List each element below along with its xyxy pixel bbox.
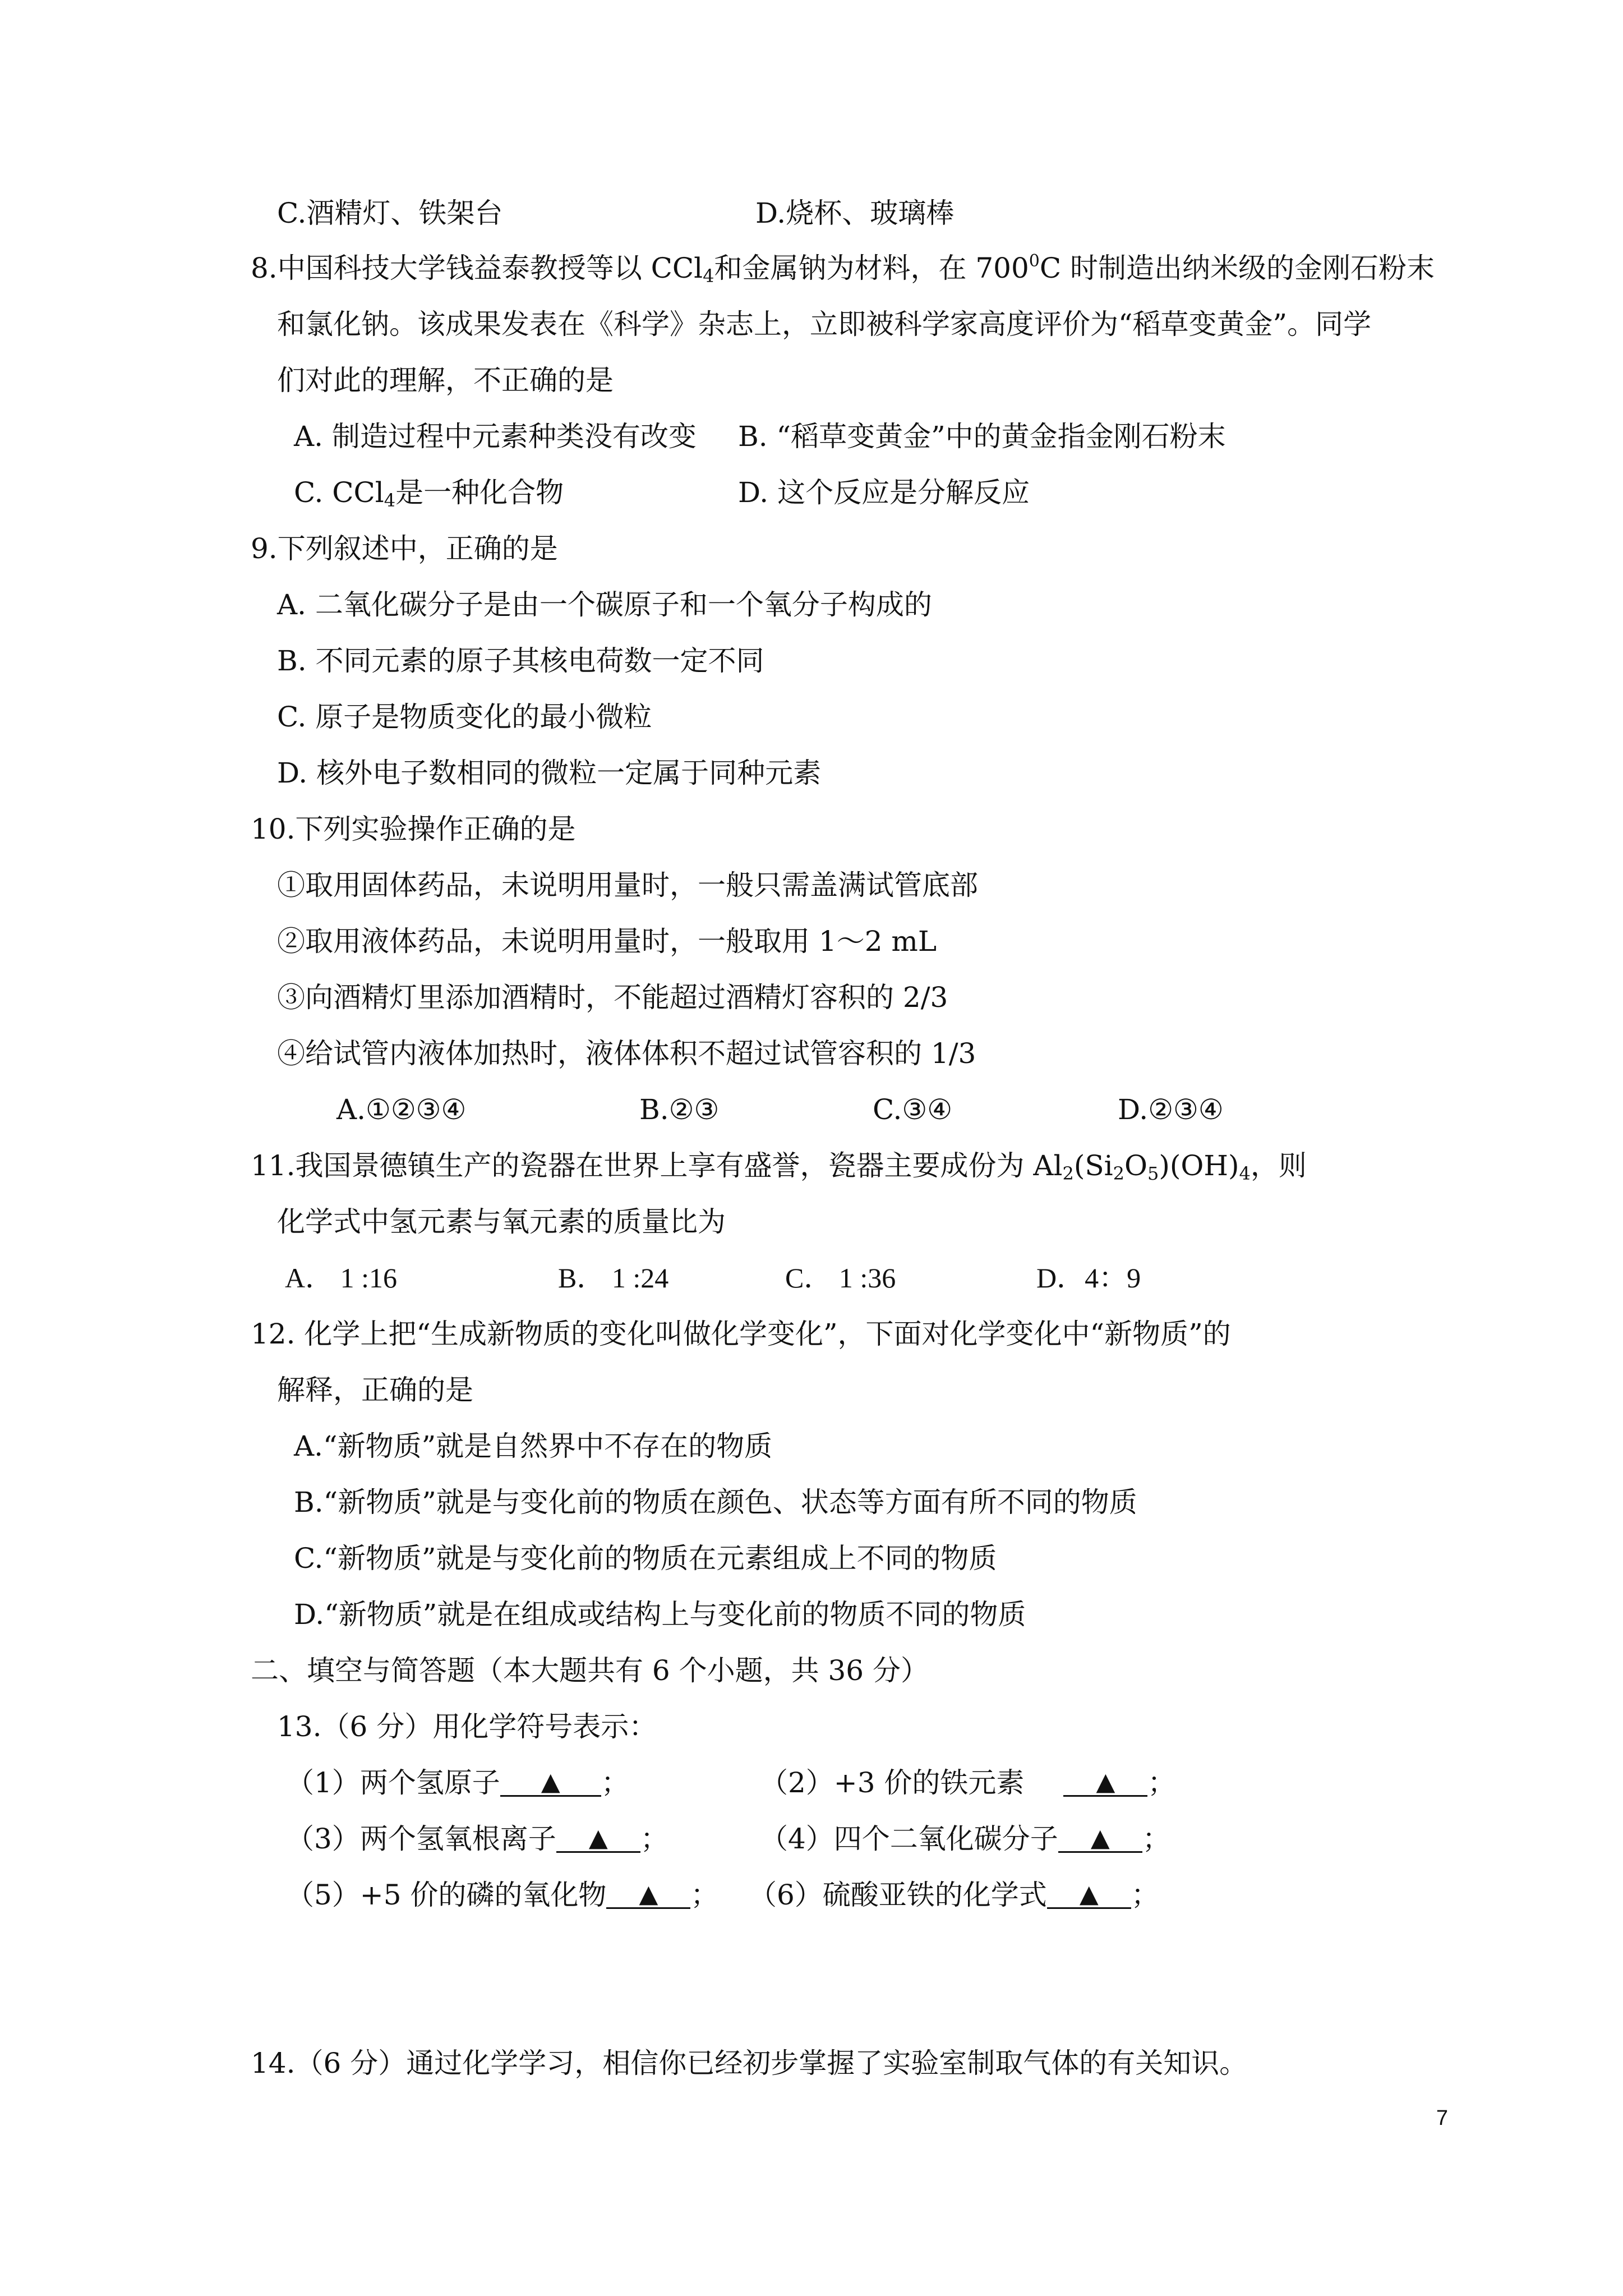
- q12-option-d: D.“新物质”就是在组成或结构上与变化前的物质不同的物质: [294, 1598, 1026, 1631]
- q13-stem: 13.（6 分）用化学符号表示：: [277, 1710, 657, 1743]
- q9-stem: 9.下列叙述中，正确的是: [251, 532, 558, 565]
- answer-blank[interactable]: ▲: [606, 1881, 690, 1909]
- answer-blank[interactable]: ▲: [1063, 1769, 1147, 1797]
- q7-option-d: D.烧杯、玻璃棒: [755, 197, 955, 229]
- q10-option-a: A.①②③④: [336, 1093, 467, 1126]
- q12-stem-line1: 12. 化学上把“生成新物质的变化叫做化学变化”，下面对化学变化中“新物质”的: [251, 1318, 1231, 1350]
- q9-option-d: D. 核外电子数相同的微粒一定属于同种元素: [277, 757, 822, 789]
- q9-option-c: C. 原子是物质变化的最小微粒: [277, 701, 652, 733]
- q8-option-d: D. 这个反应是分解反应: [738, 476, 1030, 509]
- answer-blank[interactable]: ▲: [1058, 1825, 1142, 1853]
- q13-item-3: （3）两个氢氧根离子 ▲ ；: [286, 1823, 668, 1855]
- q10-item-4: ④给试管内液体加热时，液体体积不超过试管容积的 1/3: [277, 1037, 976, 1070]
- q12-option-b: B.“新物质”就是与变化前的物质在颜色、状态等方面有所不同的物质: [294, 1486, 1137, 1519]
- q9-option-a: A. 二氧化碳分子是由一个碳原子和一个氧分子构成的: [277, 588, 932, 621]
- q13-item-1: （1）两个氢原子 ▲ ；: [286, 1766, 629, 1799]
- answer-blank[interactable]: ▲: [556, 1825, 640, 1853]
- q12-option-a: A.“新物质”就是自然界中不存在的物质: [294, 1430, 773, 1462]
- q10-item-3: ③向酒精灯里添加酒精时，不能超过酒精灯容积的 2/3: [277, 981, 948, 1014]
- q11-stem-line2: 化学式中氢元素与氧元素的质量比为: [277, 1205, 726, 1238]
- q11-stem-line1: 11.我国景德镇生产的瓷器在世界上享有盛誉，瓷器主要成份为 $Al_2(Si_2O_5)(OH)_4$，则: [251, 1149, 1307, 1184]
- q8-option-a: A. 制造过程中元素种类没有改变: [294, 420, 697, 453]
- q8-stem-line2: 和氯化钠。该成果发表在《科学》杂志上，立即被科学家高度评价为“稻草变黄金”。同学: [277, 308, 1372, 341]
- q12-stem-line2: 解释，正确的是: [277, 1374, 473, 1406]
- q13-item-5: （5）+5 价的磷的氧化物 ▲ ；: [286, 1879, 719, 1911]
- q11-option-a: A． 1 :16: [285, 1262, 397, 1294]
- q11-option-d: D．4：9: [1036, 1262, 1141, 1294]
- q10-option-d: D.②③④: [1118, 1093, 1224, 1126]
- q8-stem-line1: 8.中国科技大学钱益泰教授等以 CCl$_4$和金属钠为材料，在 $700^0C$ 时制造出纳米级的金刚石粉末: [251, 251, 1435, 287]
- q10-option-b: B.②③: [639, 1093, 720, 1126]
- q14-stem: 14.（6 分）通过化学学习，相信你已经初步掌握了实验室制取气体的有关知识。: [251, 2047, 1248, 2079]
- answer-blank[interactable]: ▲: [1047, 1881, 1131, 1909]
- q13-item-4: （4）四个二氧化碳分子 ▲ ；: [760, 1823, 1170, 1855]
- q8-option-c: C. CCl$_4$是一种化合物: [294, 476, 564, 511]
- q10-item-1: ①取用固体药品，未说明用量时，一般只需盖满试管底部: [277, 869, 978, 901]
- q7-option-c: C.酒精灯、铁架台: [277, 197, 503, 229]
- answer-blank[interactable]: ▲: [500, 1769, 601, 1797]
- q13-item-2: （2）+3 价的铁元素 ▲ ；: [760, 1766, 1176, 1799]
- q10-stem: 10.下列实验操作正确的是: [251, 813, 576, 845]
- q12-option-c: C.“新物质”就是与变化前的物质在元素组成上不同的物质: [294, 1542, 997, 1575]
- q11-option-b: B． 1 :24: [558, 1262, 669, 1294]
- q10-option-c: C.③④: [873, 1093, 953, 1126]
- page-number: 7: [1436, 2106, 1448, 2130]
- q13-item-6: （6）硫酸亚铁的化学式 ▲ ；: [749, 1879, 1159, 1911]
- q8-stem-line3: 们对此的理解，不正确的是: [277, 364, 614, 397]
- q10-item-2: ②取用液体药品，未说明用量时，一般取用 1～2 mL: [277, 925, 937, 958]
- q8-option-b: B. “稻草变黄金”中的黄金指金刚石粉末: [738, 420, 1226, 453]
- q9-option-b: B. 不同元素的原子其核电荷数一定不同: [277, 645, 764, 677]
- section-heading: 二、填空与简答题（本大题共有 6 个小题，共 36 分）: [251, 1654, 929, 1687]
- q11-option-c: C． 1 :36: [785, 1262, 896, 1294]
